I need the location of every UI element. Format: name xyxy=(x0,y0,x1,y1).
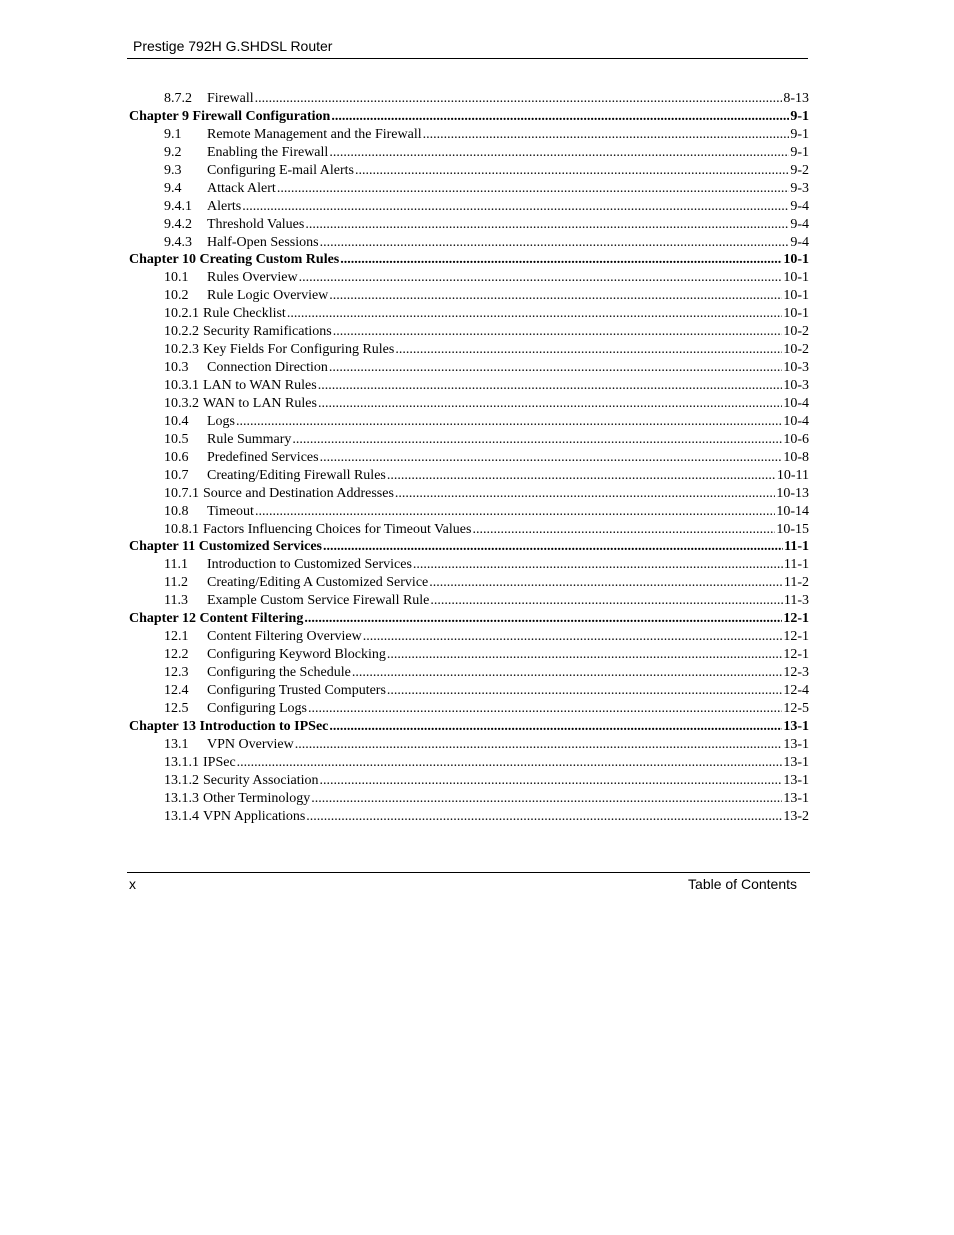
toc-section-entry[interactable] xyxy=(129,592,809,610)
toc-entry-page: 9-1 xyxy=(790,108,809,124)
toc-section-entry[interactable] xyxy=(129,772,809,790)
toc-entry-title: Rule Logic Overview xyxy=(207,288,329,304)
toc-dot-leader xyxy=(329,359,782,377)
toc-entry-page: 10-1 xyxy=(783,306,809,322)
toc-entry-page: 13-1 xyxy=(783,736,809,752)
toc-entry-number: 12.4 xyxy=(164,682,189,698)
toc-entry-page: 10-3 xyxy=(783,378,809,393)
toc-entry-page: 10-2 xyxy=(783,324,809,340)
toc-entry-number: 10.3.2 xyxy=(164,395,199,411)
toc-dot-leader xyxy=(429,574,783,592)
toc-entry-title: Introduction to Customized Services xyxy=(207,557,412,573)
toc-entry-page: 11-2 xyxy=(783,575,809,591)
toc-section-entry[interactable] xyxy=(129,144,809,162)
toc-entry-title: IPSec xyxy=(203,754,236,770)
toc-dot-leader xyxy=(395,341,782,359)
toc-entry-number: 9.4 xyxy=(164,180,182,196)
toc-dot-leader xyxy=(395,485,775,503)
toc-chapter-entry[interactable] xyxy=(129,610,809,628)
toc-entry-page: 13-1 xyxy=(783,772,809,788)
toc-dot-leader xyxy=(242,198,789,216)
toc-entry-title: Creating/Editing A Customized Service xyxy=(207,575,429,591)
page-footer xyxy=(127,872,810,895)
toc-entry-page: 10-4 xyxy=(783,395,809,411)
toc-entry-title: Content Filtering Overview xyxy=(207,629,362,645)
toc-entry-title: Rule Checklist xyxy=(203,306,286,322)
toc-entry-page: 9-4 xyxy=(790,216,809,232)
toc-dot-leader xyxy=(387,646,782,664)
toc-entry-number: 10.2.1 xyxy=(164,306,199,322)
toc-entry-number: 12.2 xyxy=(164,647,189,663)
toc-entry-number: 9.4.1 xyxy=(164,198,192,214)
toc-section-entry[interactable] xyxy=(129,664,809,682)
toc-section-entry[interactable] xyxy=(129,790,809,808)
toc-section-entry[interactable] xyxy=(129,198,809,216)
header-title: Prestige 792H G.SHDSL Router xyxy=(133,38,333,54)
toc-dot-leader xyxy=(329,287,782,305)
toc-entry-title: Key Fields For Configuring Rules xyxy=(203,342,395,358)
toc-dot-leader xyxy=(287,305,783,323)
toc-entry-page: 9-1 xyxy=(790,126,809,142)
toc-entry-page: 10-1 xyxy=(783,252,809,268)
toc-entry-title: WAN to LAN Rules xyxy=(203,395,317,411)
toc-entry-number: 10.7.1 xyxy=(164,485,199,501)
toc-entry-page: 13-1 xyxy=(783,754,809,770)
toc-entry-page: 9-3 xyxy=(790,180,809,196)
toc-entry-title: VPN Applications xyxy=(203,808,306,824)
toc-section-entry[interactable] xyxy=(129,646,809,664)
toc-dot-leader xyxy=(323,538,783,556)
toc-section-entry[interactable] xyxy=(129,449,809,467)
toc-entry-number: 9.4.2 xyxy=(164,216,192,232)
toc-entry-title: Chapter 9 Firewall Configuration xyxy=(129,108,331,124)
toc-entry-number: 11.3 xyxy=(164,593,188,609)
toc-entry-page: 13-1 xyxy=(783,790,809,806)
toc-entry-title: Source and Destination Addresses xyxy=(203,485,394,501)
toc-dot-leader xyxy=(352,664,782,682)
toc-entry-title: Logs xyxy=(207,413,235,429)
toc-dot-leader xyxy=(306,808,782,826)
toc-entry-page: 12-1 xyxy=(783,629,809,645)
toc-entry-title: Configuring Logs xyxy=(207,700,307,716)
toc-entry-page: 9-1 xyxy=(790,144,809,160)
toc-dot-leader xyxy=(329,144,789,162)
toc-entry-title: Configuring Trusted Computers xyxy=(207,682,386,698)
toc-entry-title: Enabling the Firewall xyxy=(207,144,329,160)
toc-entry-title: Chapter 10 Creating Custom Rules xyxy=(129,252,340,268)
toc-dot-leader xyxy=(304,610,782,628)
toc-entry-title: Example Custom Service Firewall Rule xyxy=(207,593,430,609)
toc-entry-title: Connection Direction xyxy=(207,360,328,376)
toc-section-entry[interactable] xyxy=(129,287,809,305)
toc-entry-number: 10.8 xyxy=(164,503,189,519)
toc-dot-leader xyxy=(305,216,789,234)
toc-section-entry[interactable] xyxy=(129,413,809,431)
toc-section-entry[interactable] xyxy=(129,808,809,826)
toc-entry-title: Other Terminology xyxy=(203,790,311,806)
toc-entry-number: 13.1.3 xyxy=(164,790,199,806)
toc-section-entry[interactable] xyxy=(129,216,809,234)
toc-dot-leader xyxy=(318,395,782,413)
toc-section-entry[interactable] xyxy=(129,628,809,646)
toc-section-entry[interactable] xyxy=(129,467,809,485)
toc-entry-number: 13.1.2 xyxy=(164,772,199,788)
toc-entry-number: 8.7.2 xyxy=(164,91,192,106)
toc-entry-page: 11-3 xyxy=(783,593,809,609)
toc-entry-title: Chapter 13 Introduction to IPSec xyxy=(129,718,329,734)
toc-dot-leader xyxy=(355,162,789,180)
toc-dot-leader xyxy=(295,736,783,754)
toc-section-entry[interactable] xyxy=(129,323,809,341)
toc-dot-leader xyxy=(423,126,790,144)
toc-dot-leader xyxy=(363,628,783,646)
toc-entry-page: 13-1 xyxy=(783,718,809,734)
toc-entry-page: 13-2 xyxy=(783,808,809,824)
toc-section-entry[interactable] xyxy=(129,180,809,198)
toc-section-entry[interactable] xyxy=(129,359,809,377)
toc-section-entry[interactable] xyxy=(129,269,809,287)
toc-entry-number: 10.5 xyxy=(164,431,189,447)
toc-entry-number: 10.4 xyxy=(164,413,189,429)
toc-dot-leader xyxy=(318,377,783,395)
toc-entry-page: 12-1 xyxy=(783,647,809,663)
toc-dot-leader xyxy=(472,521,775,539)
toc-entry-title: Rule Summary xyxy=(207,431,292,447)
toc-section-entry[interactable] xyxy=(129,305,809,323)
toc-entry-number: 9.3 xyxy=(164,162,182,178)
toc-entry-title: Security Ramifications xyxy=(203,324,332,340)
toc-section-entry[interactable] xyxy=(129,234,809,252)
toc-section-entry[interactable] xyxy=(129,503,809,521)
toc-entry-number: 13.1 xyxy=(164,736,189,752)
toc-dot-leader xyxy=(277,180,790,198)
toc-section-entry[interactable] xyxy=(129,377,809,395)
toc-entry-title: Factors Influencing Choices for Timeout Values xyxy=(203,521,472,537)
toc-entry-number: 9.2 xyxy=(164,144,182,160)
toc-section-entry[interactable] xyxy=(129,754,809,772)
toc-entry-number: 9.1 xyxy=(164,126,182,142)
toc-entry-page: 9-4 xyxy=(790,198,809,214)
toc-entry-title: Remote Management and the Firewall xyxy=(207,126,422,142)
toc-entry-title: Configuring E-mail Alerts xyxy=(207,162,354,178)
toc-entry-page: 10-3 xyxy=(783,360,809,376)
toc-entry-title: Half-Open Sessions xyxy=(207,234,319,250)
toc-entry-page: 12-5 xyxy=(783,700,809,716)
page-number: x xyxy=(129,876,136,892)
toc-dot-leader xyxy=(413,556,783,574)
toc-entry-title: Chapter 12 Content Filtering xyxy=(129,611,304,627)
toc-entry-title: LAN to WAN Rules xyxy=(203,378,317,393)
toc-entry-number: 11.1 xyxy=(164,557,188,573)
toc-section-entry[interactable] xyxy=(129,162,809,180)
toc-entry-number: 10.3.1 xyxy=(164,378,199,393)
toc-section-entry[interactable] xyxy=(129,574,809,592)
toc-entry-title: Security Association xyxy=(203,772,319,788)
toc-entry-page: 10-1 xyxy=(783,288,809,304)
toc-section-entry[interactable] xyxy=(129,485,809,503)
toc-entry-page: 9-2 xyxy=(790,162,809,178)
toc-entry-page: 10-2 xyxy=(783,342,809,358)
toc-entry-title: Creating/Editing Firewall Rules xyxy=(207,467,386,483)
toc-entry-page: 12-3 xyxy=(783,665,809,680)
toc-entry-page: 10-15 xyxy=(776,521,809,537)
toc-dot-leader xyxy=(430,592,782,610)
toc-dot-leader xyxy=(237,754,783,772)
toc-entry-title: Configuring the Schedule xyxy=(207,665,351,680)
toc-entry-page: 10-8 xyxy=(783,449,809,465)
toc-dot-leader xyxy=(308,700,782,718)
toc-entry-page: 10-1 xyxy=(783,270,809,286)
toc-entry-page: 10-14 xyxy=(776,503,809,519)
toc-dot-leader xyxy=(255,503,775,521)
toc-section-entry[interactable] xyxy=(129,341,809,359)
toc-dot-leader xyxy=(320,449,783,467)
toc-entry-page: 10-13 xyxy=(776,485,809,501)
page-header xyxy=(127,36,808,59)
toc-dot-leader xyxy=(255,90,783,108)
toc-entry-page: 8-13 xyxy=(783,91,809,106)
toc-dot-leader xyxy=(340,251,782,269)
toc-dot-leader xyxy=(320,772,783,790)
toc-section-entry[interactable] xyxy=(129,126,809,144)
toc-section-entry[interactable] xyxy=(129,521,809,539)
toc-section-entry[interactable] xyxy=(129,700,809,718)
toc-entry-title: Firewall xyxy=(207,91,254,106)
toc-section-entry[interactable] xyxy=(129,556,809,574)
toc-entry-page: 12-4 xyxy=(783,682,809,698)
toc-dot-leader xyxy=(329,718,782,736)
toc-entry-number: 10.2 xyxy=(164,288,189,304)
toc-dot-leader xyxy=(292,431,782,449)
toc-dot-leader xyxy=(387,467,776,485)
toc-entry-number: 10.1 xyxy=(164,270,189,286)
toc-entry-number: 9.4.3 xyxy=(164,234,192,250)
toc-entry-title: Alerts xyxy=(207,198,242,214)
toc-section-entry[interactable] xyxy=(129,736,809,754)
toc-entry-page: 10-6 xyxy=(783,431,809,447)
toc-entry-title: Predefined Services xyxy=(207,449,319,465)
toc-dot-leader xyxy=(311,790,782,808)
toc-entry-page: 12-1 xyxy=(783,611,809,627)
toc-dot-leader xyxy=(320,234,790,252)
toc-entry-title: Threshold Values xyxy=(207,216,305,232)
toc-entry-title: Attack Alert xyxy=(207,180,276,196)
toc-entry-page: 11-1 xyxy=(783,557,809,573)
toc-entry-number: 10.2.2 xyxy=(164,324,199,340)
toc-dot-leader xyxy=(333,323,783,341)
toc-section-entry[interactable] xyxy=(129,431,809,449)
toc-entry-title: Chapter 11 Customized Services xyxy=(129,539,322,555)
toc-entry-page: 10-11 xyxy=(776,467,809,483)
toc-chapter-entry[interactable] xyxy=(129,718,809,736)
toc-dot-leader xyxy=(299,269,783,287)
toc-entry-number: 12.3 xyxy=(164,665,189,680)
toc-entry-title: VPN Overview xyxy=(207,736,294,752)
toc-entry-title: Configuring Keyword Blocking xyxy=(207,647,386,663)
toc-section-entry[interactable] xyxy=(129,395,809,413)
toc-entry-number: 10.2.3 xyxy=(164,342,199,358)
toc-chapter-entry[interactable] xyxy=(129,108,809,126)
toc-entry-number: 13.1.4 xyxy=(164,808,199,824)
toc-entry-page: 10-4 xyxy=(783,413,809,429)
toc-section-entry[interactable] xyxy=(129,90,809,108)
footer-section-title: Table of Contents xyxy=(688,876,797,892)
toc-dot-leader xyxy=(331,108,789,126)
toc-entry-page: 11-1 xyxy=(784,539,809,555)
toc-chapter-entry[interactable] xyxy=(129,251,809,269)
toc-entry-number: 10.8.1 xyxy=(164,521,199,537)
toc-entry-number: 12.5 xyxy=(164,700,189,716)
toc-chapter-entry[interactable] xyxy=(129,538,809,556)
toc-dot-leader xyxy=(236,413,782,431)
table-of-contents xyxy=(129,90,809,825)
toc-section-entry[interactable] xyxy=(129,682,809,700)
toc-dot-leader xyxy=(387,682,782,700)
toc-entry-page: 9-4 xyxy=(790,234,809,250)
toc-entry-title: Timeout xyxy=(207,503,254,519)
toc-entry-number: 11.2 xyxy=(164,575,188,591)
toc-entry-number: 13.1.1 xyxy=(164,754,199,770)
toc-entry-number: 10.6 xyxy=(164,449,189,465)
toc-entry-number: 10.3 xyxy=(164,360,189,376)
toc-entry-number: 12.1 xyxy=(164,629,189,645)
toc-entry-number: 10.7 xyxy=(164,467,189,483)
toc-entry-title: Rules Overview xyxy=(207,270,298,286)
